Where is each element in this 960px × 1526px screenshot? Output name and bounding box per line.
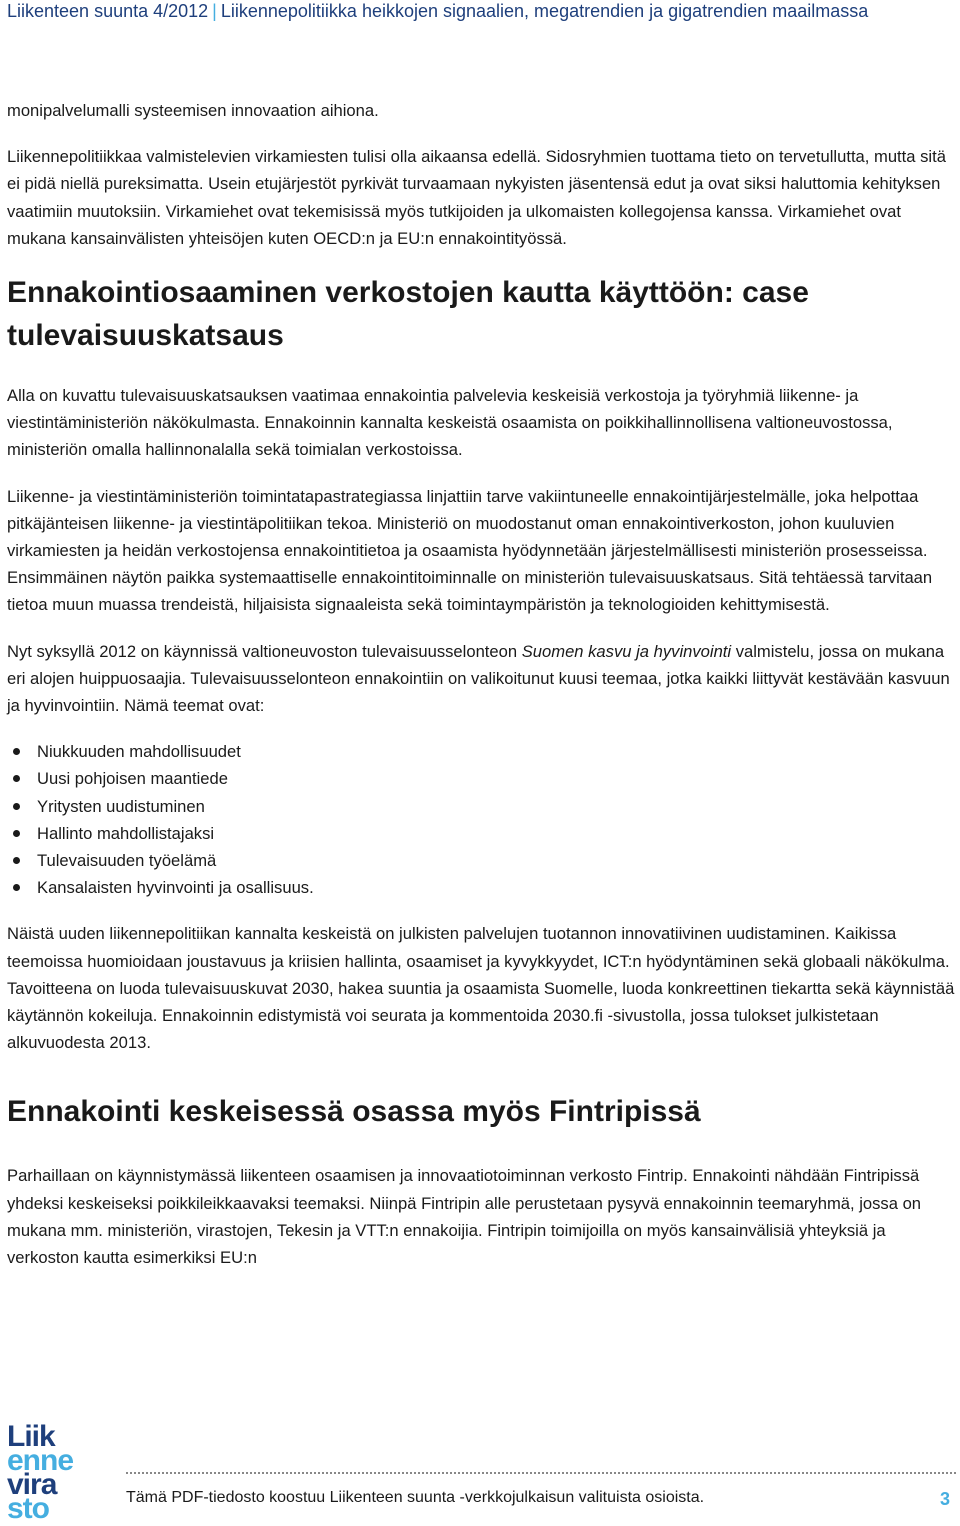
report-title: Suomen kasvu ja hyvinvointi [521,641,732,661]
themes-list [7,738,957,901]
page-number: 3 [940,1489,951,1509]
section-heading-case: Ennakointiosaaminen verkostojen kautta käyttöön: case tulevaisuuskatsaus [7,276,809,353]
list-item: Kansalaisten hyvinvointi ja osallisuus. [7,874,957,901]
page-header [7,0,907,23]
paragraph-networks: Alla on kuvattu tulevaisuuskatsauksen vaatimaa ennakointia palvelevia keskeisiä verkostoja ja työryhmiä liikenne- ja viestintäministeriön näkökulmasta. Ennakoinnin kannalta keskeistä osaamista on poikkihallinnollisena valtioneuvostossa, ministeriön omalla hallinnonalalla sekä toimialan verkostoissa. [7,386,893,460]
logo-line: Liik [7,1420,55,1453]
list-item: Tulevaisuuden työelämä [7,847,957,874]
logo-line: sto [7,1492,49,1525]
list-item: Yritysten uudistuminen [7,793,957,820]
publication-name: Liikenteen suunta 4/2012 [7,1,209,21]
liikennevirasto-logo [7,1420,97,1525]
paragraph-intro: monipalvelumalli systeemisen innovaation aihiona. [7,101,379,120]
article-body [7,97,957,1271]
article-title: Liikennepolitiikka heikkojen signaalien, megatrendien ja gigatrendien maailmassa [220,1,869,21]
logo-line: vira [7,1468,57,1501]
logo-line: enne [7,1444,74,1477]
paragraph-innovation: Näistä uuden liikennepolitiikan kannalta keskeistä on julkisten palvelujen tuotannon innovatiivinen uudistaminen. Kaikissa teemoissa huomioidaan joustavuus ja kriisien hallinta, osaamiset ja kyvykkyydet, ICT:n hyödyntäminen sekä globaali näkökulma. Tavoitteena on luoda tulevaisuuskuvat 2030, hakea suuntia ja osaamista Suomelle, luoda konkreettinen tiekartta sekä käynnistää käytännön kokeiluja. Ennakoinnin edistymistä voi seurata ja kommentoida 2030.fi -sivustolla, jossa tulokset julkistetaan alkuvuodesta 2013. [7,924,955,1053]
paragraph-selonteko-text-end: valmistelu, jossa on mukana eri alojen huippuosaajia. Tulevaisuusselonteon ennakointiin on valikoitunut kuusi teemaa, jotka kaikki liittyvät kestävään kasvuun ja hyvinvointiin. Nämä teemat ovat: [7,641,950,716]
section-heading-fintrip: Ennakointi keskeisessä osassa myös Fintripissä [7,1095,701,1129]
footer-divider [126,1472,956,1474]
paragraph-selonteko [7,638,957,720]
footer-note: Tämä PDF-tiedosto koostuu Liikenteen suunta -verkkojulkaisun valituista osioista. [126,1489,705,1506]
paragraph-selonteko-text: Nyt syksyllä 2012 on käynnissä valtioneuvoston tulevaisuusselonteon [7,641,522,661]
paragraph-strategy: Liikenne- ja viestintäministeriön toimintatapastrategiassa linjattiin tarve vakiintuneelle ennakointijärjestelmälle, joka helpottaa pitkäjänteisen liikenne- ja viestintäpolitiikan tekoa. Ministeriö on muodostanut oman ennakointiverkoston, johon kuuluvien virkamiesten ja heidän verkostojensa ennakointitietoa ja osaamista hyödynnetään järjestelmällisesti ministeriön prosesseissa. Ensimmäinen näytön paikka systemaattiselle ennakointitoiminnalle on ministeriön tulevaisuuskatsaus. Sitä tehtäessä tarvitaan tietoa muun muassa trendeistä, hiljaisista signaaleista sekä toimintaympäristön ja teknologioiden kehittymisestä. [7,486,933,615]
list-item: Uusi pohjoisen maantiede [7,765,957,792]
paragraph-fintrip: Parhaillaan on käynnistymässä liikenteen osaamisen ja innovaatiotoiminnan verkosto Fintrip. Ennakointi nähdään Fintripissä yhdeksi keskeiseksi poikkileikkaavaksi teemaksi. Niinpä Fintripin alle perustetaan pysyvä ennakoinnin teemaryhmä, jossa on mukana mm. ministeriön, virastojen, Tekesin ja VTT:n ennakoijia. Fintripin toimijoilla on myös kansainvälisiä yhteyksiä ja verkoston kautta esimerkiksi EU:n [7,1166,922,1268]
list-item: Hallinto mahdollistajaksi [7,820,957,847]
list-item: Niukkuuden mahdollisuudet [7,738,957,765]
paragraph-officials: Liikennepolitiikkaa valmistelevien virkamiesten tulisi olla aikaansa edellä. Sidosryhmien tuottama tieto on tervetullutta, mutta sitä ei pidä niellä pureksimatta. Usein etujärjestöt pyrkivät turvaamaan nykyisten jäsentensä edut ja ovat siksi haluttomia kehityksen vaatimiin muutoksiin. Virkamiehet ovat tekemisissä myös tutkijoiden ja ulkomaisten kollegojensa kanssa. Virkamiehet ovat mukana kansainvälisten yhteisöjen kuten OECD:n ja EU:n ennakointityössä. [7,147,946,248]
header-separator: | [212,1,217,21]
